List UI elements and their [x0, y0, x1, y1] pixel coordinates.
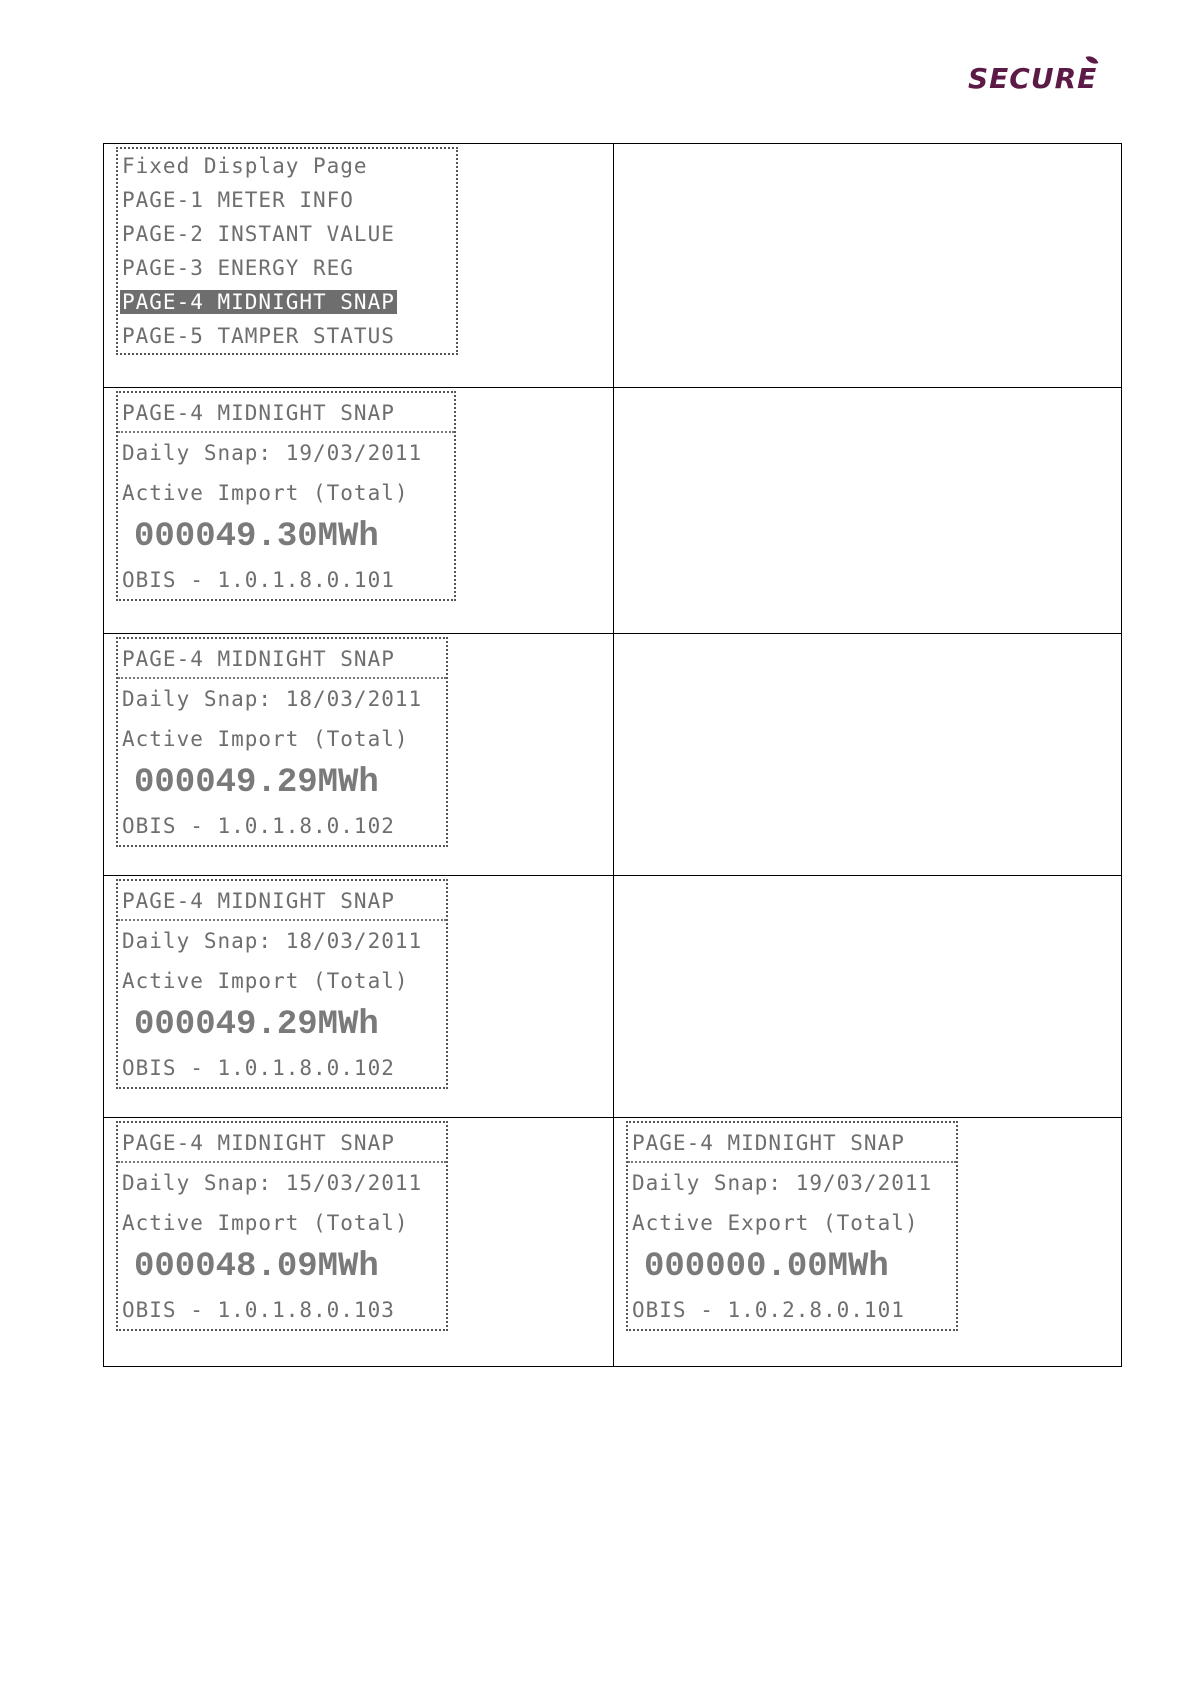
- obis-code: OBIS - 1.0.1.8.0.103: [122, 1298, 395, 1322]
- midnight-snap-screen: [116, 879, 448, 1089]
- obis-code: OBIS - 1.0.1.8.0.102: [122, 1056, 395, 1080]
- lcd-line: Fixed Display Page: [122, 154, 368, 178]
- midnight-snap-screen: [116, 391, 456, 601]
- lcd-title: PAGE-4 MIDNIGHT SNAP: [118, 639, 446, 679]
- energy-value: 000048.09MWh: [134, 1248, 379, 1286]
- lcd-title: PAGE-4 MIDNIGHT SNAP: [118, 393, 454, 433]
- display-pages-table: [103, 143, 1122, 1367]
- lcd-line: PAGE-5 TAMPER STATUS: [122, 324, 395, 348]
- obis-code: OBIS - 1.0.1.8.0.102: [122, 814, 395, 838]
- lcd-line: PAGE-2 INSTANT VALUE: [122, 222, 395, 246]
- table-cell: [614, 388, 1122, 634]
- energy-value: 000049.30MWh: [134, 518, 379, 556]
- energy-label: Active Import (Total): [122, 1211, 409, 1235]
- table-row: [104, 876, 1122, 1118]
- midnight-snap-screen: [116, 637, 448, 847]
- energy-value: 000049.29MWh: [134, 764, 379, 802]
- energy-label: Active Import (Total): [122, 969, 409, 993]
- obis-code: OBIS - 1.0.2.8.0.101: [632, 1298, 905, 1322]
- energy-label: Active Import (Total): [122, 727, 409, 751]
- brand-logo: SECURE: [968, 62, 1098, 95]
- table-cell: [104, 144, 614, 388]
- snap-date: Daily Snap: 18/03/2011: [122, 687, 423, 711]
- energy-label: Active Import (Total): [122, 481, 409, 505]
- table-cell: [614, 876, 1122, 1118]
- table-row: [104, 634, 1122, 876]
- fixed-display-page-screen: [116, 147, 458, 355]
- midnight-snap-export-screen: [626, 1121, 958, 1331]
- lcd-title: PAGE-4 MIDNIGHT SNAP: [628, 1123, 956, 1163]
- table-row: [104, 144, 1122, 388]
- table-cell: [104, 634, 614, 876]
- lcd-title: PAGE-4 MIDNIGHT SNAP: [118, 1123, 446, 1163]
- energy-value: 000000.00MWh: [644, 1248, 889, 1286]
- obis-code: OBIS - 1.0.1.8.0.101: [122, 568, 395, 592]
- lcd-line: PAGE-1 METER INFO: [122, 188, 354, 212]
- table-cell: [614, 144, 1122, 388]
- table-row: [104, 388, 1122, 634]
- midnight-snap-screen: [116, 1121, 448, 1331]
- energy-label: Active Export (Total): [632, 1211, 919, 1235]
- table-cell: [614, 1118, 1122, 1367]
- snap-date: Daily Snap: 19/03/2011: [122, 441, 423, 465]
- table-cell: [104, 1118, 614, 1367]
- snap-date: Daily Snap: 15/03/2011: [122, 1171, 423, 1195]
- table-cell: [104, 876, 614, 1118]
- selected-menu-item: PAGE-4 MIDNIGHT SNAP: [122, 290, 395, 314]
- lcd-line-selected: [118, 285, 456, 319]
- table-cell: [104, 388, 614, 634]
- snap-date: Daily Snap: 19/03/2011: [632, 1171, 933, 1195]
- lcd-title: PAGE-4 MIDNIGHT SNAP: [118, 881, 446, 921]
- energy-value: 000049.29MWh: [134, 1006, 379, 1044]
- lcd-line: PAGE-3 ENERGY REG: [122, 256, 354, 280]
- snap-date: Daily Snap: 18/03/2011: [122, 929, 423, 953]
- table-row: [104, 1118, 1122, 1367]
- table-cell: [614, 634, 1122, 876]
